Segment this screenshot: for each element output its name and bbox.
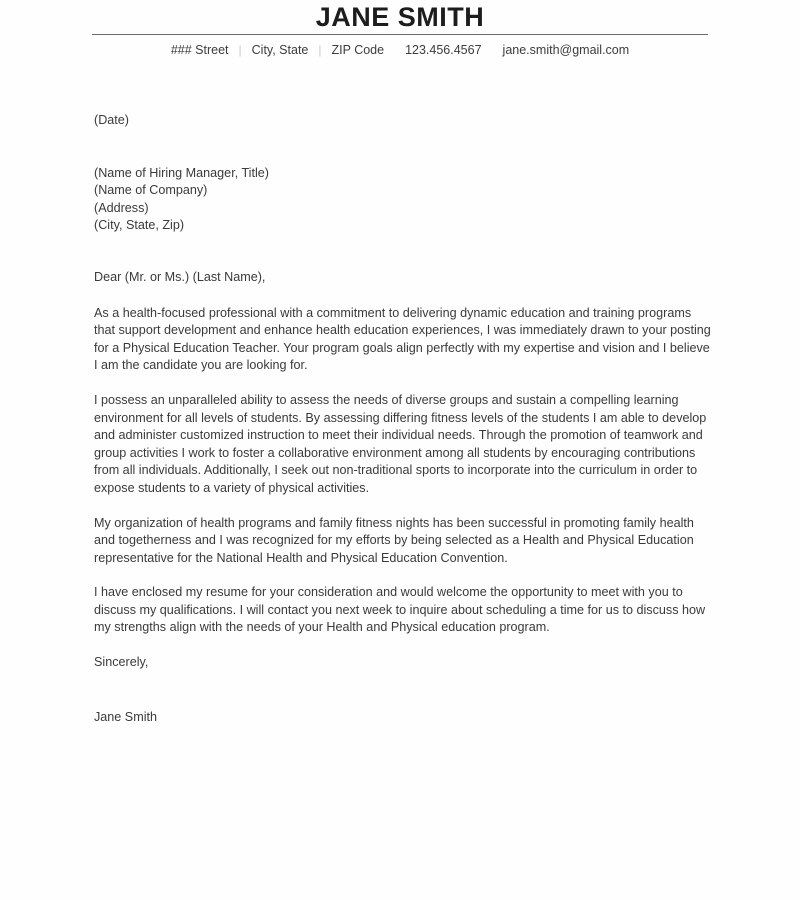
letter-header [0,0,800,58]
letter-body [0,112,800,726]
signature: Jane Smith [94,709,157,724]
recipient-block [94,165,712,235]
paragraph-call-to-action: I have enclosed my resume for your consideration and would welcome the opportunity to meet with you to discuss my qualifications. I will contact you next week to inquire about scheduling a time for us to discuss how my strengths align with the needs of your Health and Physical education program. [94,585,706,635]
contact-zip: ZIP Code [331,43,385,57]
date-placeholder: (Date) [94,113,129,127]
contact-phone: 123.456.4567 [405,43,482,57]
page-title: JANE SMITH [315,2,485,32]
contact-separator: | [238,43,242,57]
closing: Sincerely, [94,655,149,670]
paragraph-intro: As a health-focused professional with a commitment to delivering dynamic education and training programs that support development and enhance health education experiences, I was immediately drawn to your posting for a Physical Education Teacher. Your program goals align perfectly with my expertise and vision and I believe I am the candidate you are looking for. [94,305,711,373]
header-divider [92,34,708,35]
recipient-line-address: (Address) [94,200,149,215]
contact-info-row [0,43,800,58]
salutation: Dear (Mr. or Ms.) (Last Name), [94,269,266,284]
contact-separator: | [318,43,322,57]
contact-email: jane.smith@gmail.com [502,43,630,57]
contact-city-state: City, State [251,43,309,57]
paragraph-abilities: I possess an unparalleled ability to assess the needs of diverse groups and sustain a compelling learning environment for all levels of students. By assessing differing fitness levels of the students I am able to develop and administer customized instruction to meet their individual needs. Through the promotion of teamwork and group activities I work to foster a collaborative environment among all students by encouraging contributions from all individuals. Additionally, I seek out non-traditional sports to incorporate into the curriculum in order to expose students to a variety of physical activities. [94,392,707,495]
recipient-line-hiring-manager: (Name of Hiring Manager, Title) [94,165,269,180]
contact-street: ### Street [170,43,229,57]
recipient-line-city-state-zip: (City, State, Zip) [94,218,185,233]
paragraph-achievements: My organization of health programs and family fitness nights has been successful in promoting family health and togetherness and I was recognized for my efforts by being selected as a Health and Physical Education representative for the National Health and Physical Education Convention. [94,515,694,565]
recipient-line-company: (Name of Company) [94,183,208,198]
